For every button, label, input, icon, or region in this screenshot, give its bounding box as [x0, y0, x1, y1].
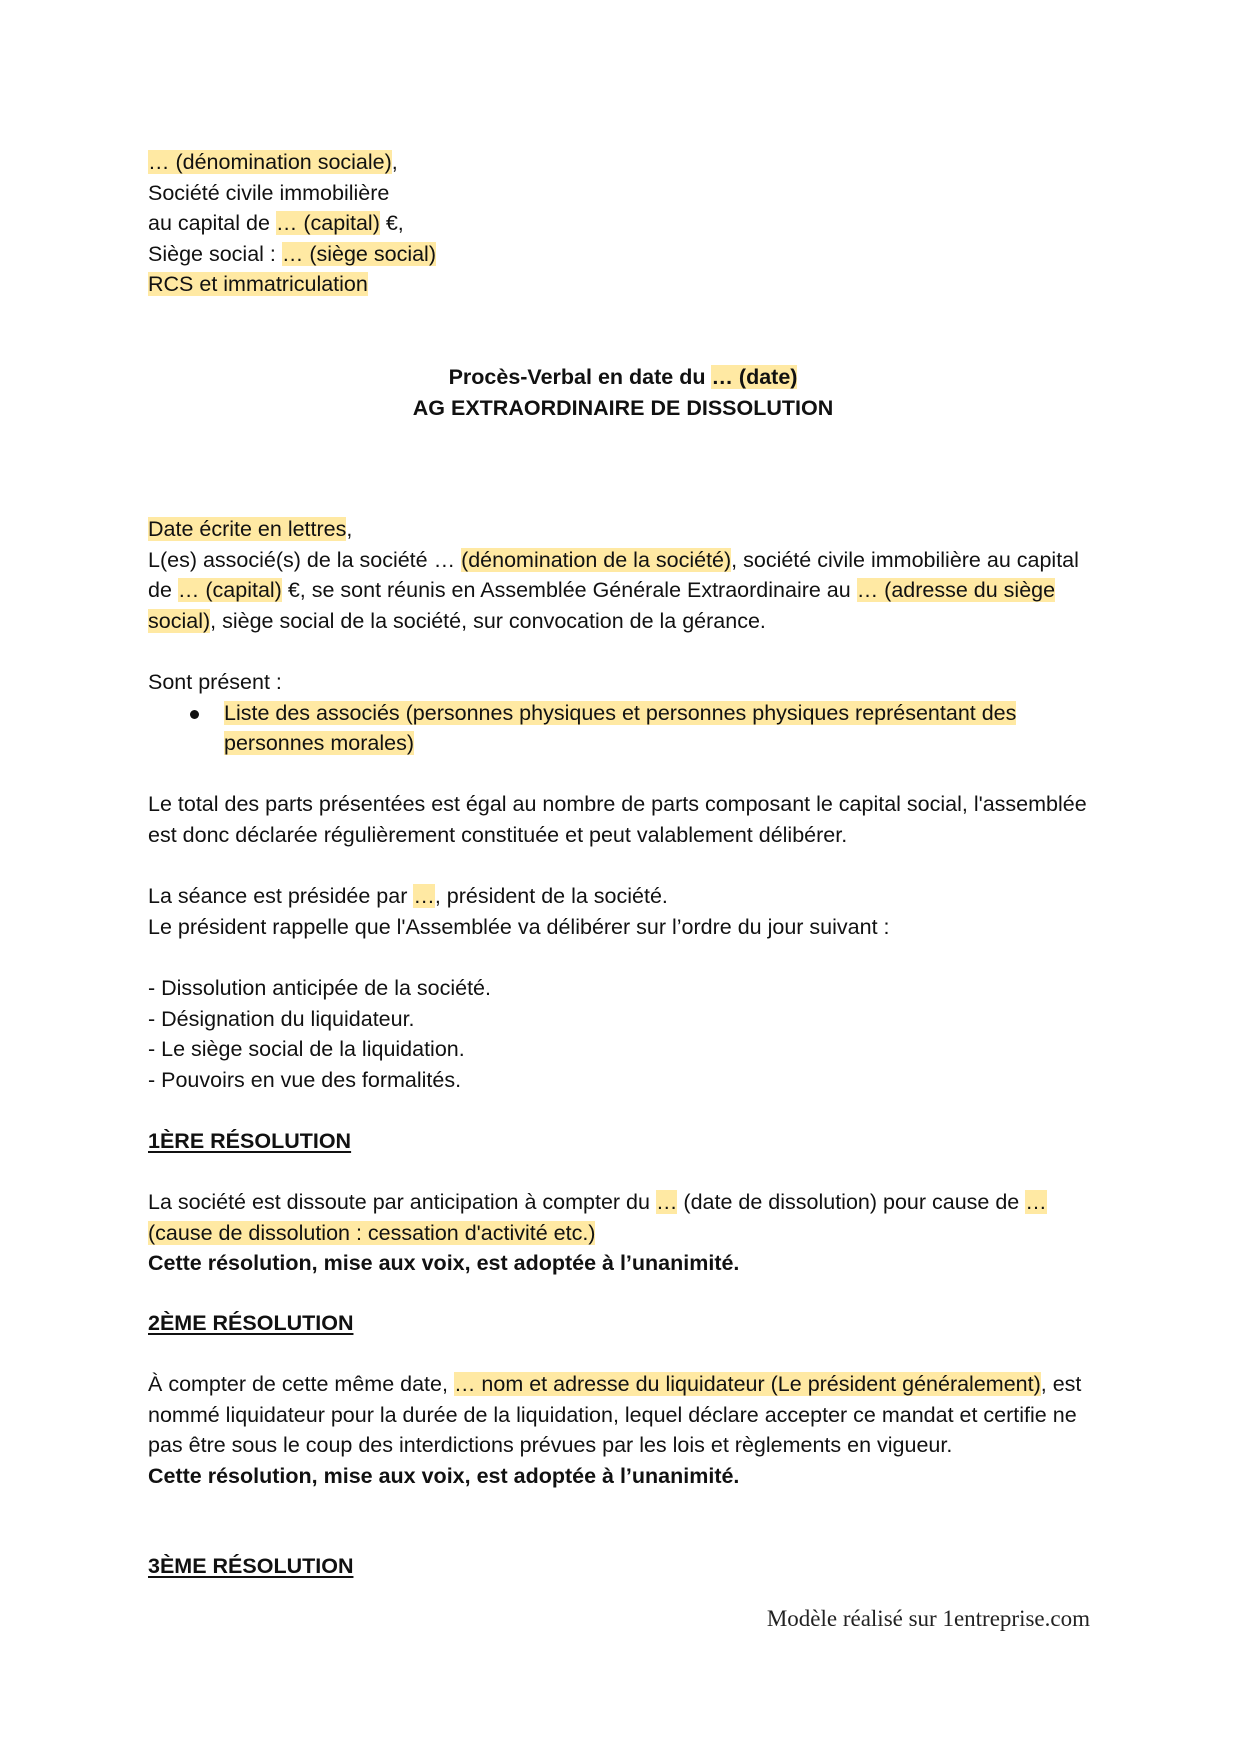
placeholder-siege: … (siège social) [281, 241, 436, 266]
intro-paragraph: Date écrite en lettres, L(es) associé(s) de la société … (dénomination de la société), société civile immobilière au capital de … (capital) €, se sont réunis en Assemblée Générale Extraordinaire au … (adresse du siège social), siège social de la société, sur convocation de la gérance. [148, 517, 1079, 633]
presidence-paragraph: La séance est présidée par …, président de la société. Le président rappelle que l'Assemblée va délibérer sur l’ordre du jour suivant : [148, 884, 890, 939]
agenda-item: - Désignation du liquidateur. [148, 1006, 415, 1031]
placeholder-liquidateur: … nom et adresse du liquidateur (Le président généralement) [453, 1372, 1041, 1396]
title-line-1: Procès-Verbal en date du … (date) [448, 365, 798, 389]
resolution-1-heading: 1ÈRE RÉSOLUTION [148, 1129, 352, 1153]
placeholder-date: … (date) [711, 365, 798, 389]
title-line-2: AG EXTRAORDINAIRE DE DISSOLUTION [412, 395, 834, 420]
placeholder-liste-associes: Liste des associés (personnes physiques et personnes physiques représentant des personnes morales) [224, 700, 1017, 756]
company-rcs-line [148, 269, 1098, 300]
placeholder-capital-2: … (capital) [177, 578, 282, 603]
resolution-1-adopted: Cette résolution, mise aux voix, est adoptée à l’unanimité. [148, 1251, 740, 1276]
company-header [148, 147, 1098, 300]
bullet-icon [190, 710, 199, 719]
company-name-line: … (dénomination sociale), [148, 150, 398, 174]
agenda-item: - Dissolution anticipée de la société. [148, 976, 491, 1000]
placeholder-cause-dissolution: … (cause de dissolution : cessation d'activité etc.) [148, 1190, 1047, 1245]
resolution-1-body: La société est dissoute par anticipation à compter du … (date de dissolution) pour cause de … (cause de dissolution : cessation d'activité etc.) Cette résolution, mise aux voix, est adoptée à l’unanimité. [148, 1187, 1098, 1279]
placeholder-capital: … (capital) [275, 211, 380, 236]
placeholder-president: … [413, 884, 435, 908]
placeholder-rcs: RCS et immatriculation [148, 272, 368, 297]
agenda-item: - Le siège social de la liquidation. [148, 1037, 465, 1062]
company-type: Société civile immobilière [148, 180, 390, 205]
placeholder-denomination-societe: (dénomination de la société) [461, 547, 732, 572]
placeholder-adresse-siege: … (adresse du siège social) [148, 578, 1056, 633]
agenda-list [148, 973, 1098, 1095]
resolution-2-heading: 2ÈME RÉSOLUTION [148, 1311, 354, 1335]
resolution-2-adopted: Cette résolution, mise aux voix, est adoptée à l’unanimité. [148, 1463, 740, 1488]
present-list-item [148, 698, 1098, 759]
placeholder-denomination: … (dénomination sociale) [148, 150, 392, 174]
footer-credit: Modèle réalisé sur 1entreprise.com [766, 1606, 1090, 1631]
company-capital-line: au capital de … (capital) €, [148, 211, 404, 236]
agenda-item: - Pouvoirs en vue des formalités. [148, 1067, 462, 1092]
resolution-2-body: À compter de cette même date, … nom et adresse du liquidateur (Le président généralement), est nommé liquidateur pour la durée de la liquidation, lequel déclare accepter ce mandat et certifie ne pas être sous le coup des interdictions prévues par les lois et règlements en vigueur. Cette résolution, mise aux voix, est adoptée à l’unanimité. [148, 1369, 1098, 1491]
company-siege-line: Siège social : … (siège social) [148, 241, 436, 266]
placeholder-date-letters: Date écrite en lettres [148, 517, 347, 541]
resolution-3-heading: 3ÈME RÉSOLUTION [148, 1554, 354, 1578]
placeholder-date-dissolution: … [655, 1190, 678, 1214]
total-paragraph: Le total des parts présentées est égal au nombre de parts composant le capital social, l'assemblée est donc déclarée régulièrement constituée et peut valablement délibérer. [148, 792, 1087, 847]
document-title [148, 362, 1098, 423]
present-section [148, 667, 1098, 759]
present-label: Sont présent : [148, 670, 282, 694]
